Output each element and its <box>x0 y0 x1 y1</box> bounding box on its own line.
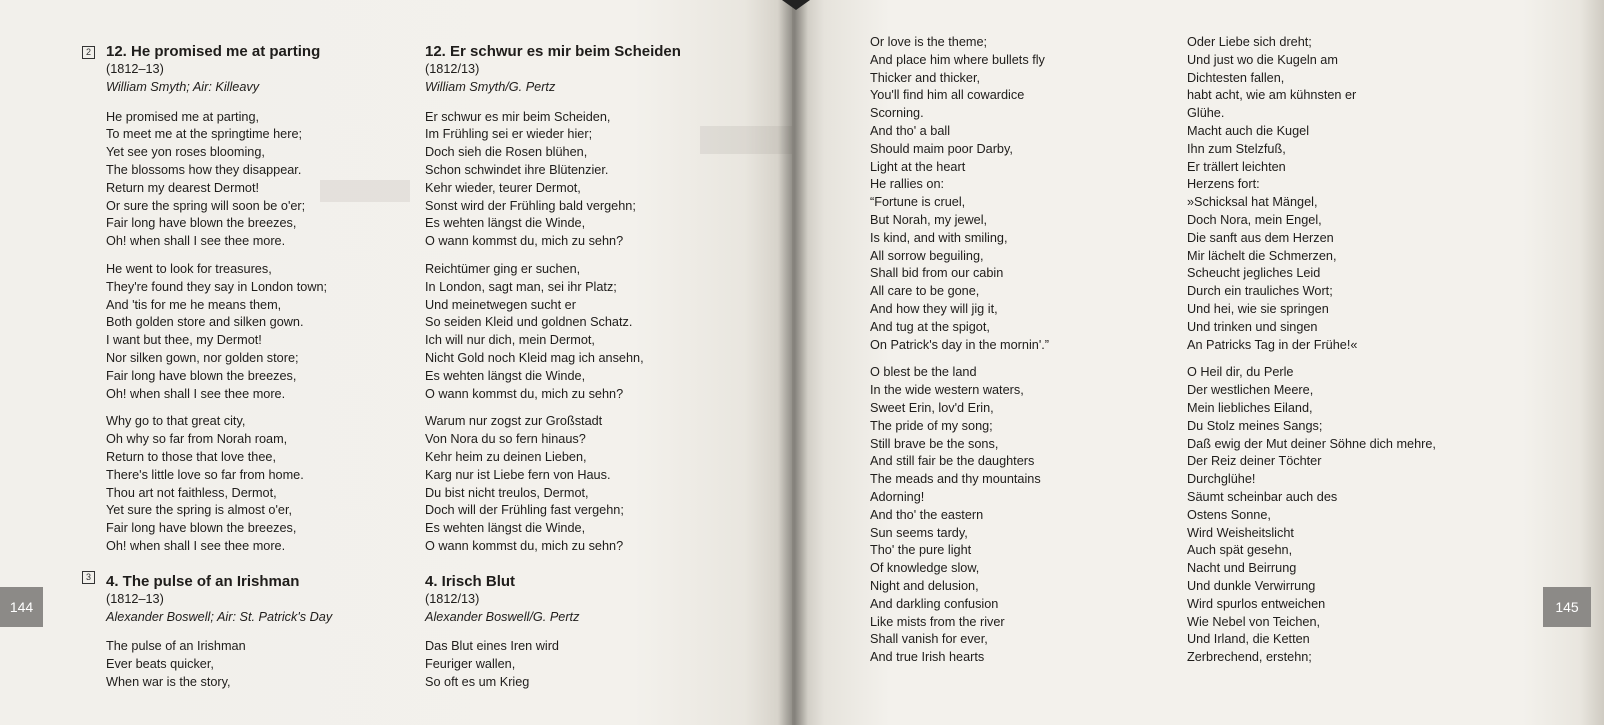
song-years: (1812–13) <box>106 591 164 606</box>
stanza <box>106 638 321 691</box>
verse-line: Shall bid from our cabin <box>870 266 1004 281</box>
verse-line: But Norah, my jewel, <box>870 212 988 227</box>
song-credits: Alexander Boswell/G. Pertz <box>425 609 580 624</box>
stanza <box>106 261 328 403</box>
verse-line: Kehr wieder, teurer Dermot, <box>425 180 581 195</box>
verse-line: Adorning! <box>870 489 925 504</box>
stanza <box>1187 34 1487 354</box>
verse-line: Warum nur zogst zur Großstadt <box>425 414 603 429</box>
verse-line: And tho' the eastern <box>870 507 984 522</box>
left-page <box>0 0 792 725</box>
verse-line: All care to be gone, <box>870 284 980 299</box>
song-title: 12. He promised me at parting <box>106 43 321 60</box>
verse-line: Glühe. <box>1187 106 1225 121</box>
book-spine-top <box>782 0 810 10</box>
verse-line: O blest be the land <box>870 365 977 380</box>
verse-line: To meet me at the springtime here; <box>106 127 303 142</box>
verse-line: Ostens Sonne, <box>1187 507 1271 522</box>
verse-line: Du bist nicht treulos, Dermot, <box>425 485 589 500</box>
verse-line: Scorning. <box>870 106 924 121</box>
english-column-left <box>106 42 333 692</box>
page-number-tab: 144 <box>0 587 43 627</box>
verse-line: Es wehten längst die Winde, <box>425 216 586 231</box>
verse-line: Or love is the theme; <box>870 35 988 49</box>
song-credits: William Smyth; Air: Killeavy <box>106 79 260 94</box>
show-through-band <box>320 180 410 202</box>
verse-line: Fair long have blown the breezes, <box>106 521 297 536</box>
verse-line: Night and delusion, <box>870 578 979 593</box>
verse-line: Fair long have blown the breezes, <box>106 216 297 231</box>
verse-line: Of knowledge slow, <box>870 561 980 576</box>
stanza <box>870 34 1160 354</box>
verse-line: Thicker and thicker, <box>870 70 981 85</box>
verse-line: Doch sieh die Rosen blühen, <box>425 145 588 160</box>
song-header <box>425 572 685 627</box>
verse-line: Er schwur es mir beim Scheiden, <box>425 109 611 124</box>
verse-line: Daß ewig der Mut deiner Söhne dich mehre, <box>1187 436 1436 451</box>
verse-line: Ihn zum Stelzfuß, <box>1187 141 1286 156</box>
verse-line: Why go to that great city, <box>106 414 246 429</box>
verse-line: Macht auch die Kugel <box>1187 123 1310 138</box>
song-credits: William Smyth/G. Pertz <box>425 79 556 94</box>
english-column-right <box>870 34 1160 667</box>
verse-line: Und just wo die Kugeln am <box>1187 52 1338 67</box>
verse-line: So oft es um Krieg <box>425 674 530 689</box>
verse-line: The meads and thy mountains <box>870 472 1041 487</box>
verse-line: O wann kommst du, mich zu sehn? <box>425 234 624 249</box>
verse-line: Mir lächelt die Schmerzen, <box>1187 248 1337 263</box>
page-number-tab: 145 <box>1543 587 1591 627</box>
song-header <box>106 572 333 627</box>
song-years: (1812/13) <box>425 591 480 606</box>
verse-line: And place him where bullets fly <box>870 52 1045 67</box>
verse-line: Reichtümer ging er suchen, <box>425 261 581 276</box>
verse-line: Durchglühe! <box>1187 472 1256 487</box>
verse-line: You'll find him all cowardice <box>870 88 1025 103</box>
verse-line: The blossoms how they disappear. <box>106 162 302 177</box>
right-page <box>792 0 1604 725</box>
verse-line: Return my dearest Dermot! <box>106 180 260 195</box>
verse-line: Wie Nebel von Teichen, <box>1187 614 1321 629</box>
verse-line: The pride of my song; <box>870 418 993 433</box>
song-index-box: 2 <box>82 46 95 59</box>
verse-line: Sun seems tardy, <box>870 525 968 540</box>
verse-line: And 'tis for me he means them, <box>106 297 282 312</box>
verse-line: In the wide western waters, <box>870 383 1024 398</box>
verse-line: Should maim poor Darby, <box>870 141 1013 156</box>
stanza <box>106 109 321 251</box>
verse-line: Durch ein trauliches Wort; <box>1187 284 1333 299</box>
verse-line: Und trinken und singen <box>1187 319 1318 334</box>
verse-line: Und dunkle Verwirrung <box>1187 578 1316 593</box>
song-title: 4. The pulse of an Irishman <box>106 572 300 590</box>
german-column-left <box>425 42 685 692</box>
verse-line: Und Irland, die Ketten <box>1187 632 1310 647</box>
verse-line: Karg nur ist Liebe fern von Haus. <box>425 467 611 482</box>
verse-line: Er trällert leichten <box>1187 159 1286 174</box>
verse-line: And tho' a ball <box>870 123 951 138</box>
verse-line: Kehr heim zu deinen Lieben, <box>425 449 587 464</box>
verse-line: Und meinetwegen sucht er <box>425 297 576 312</box>
stanza <box>870 364 1160 667</box>
verse-line: Im Frühling sei er wieder hier; <box>425 127 593 142</box>
song-title: 4. Irisch Blut <box>425 572 516 590</box>
verse-line: Säumt scheinbar auch des <box>1187 489 1338 504</box>
verse-line: Dichtesten fallen, <box>1187 70 1285 85</box>
verse-line: Die sanft aus dem Herzen <box>1187 230 1334 245</box>
verse-line: Der westlichen Meere, <box>1187 383 1314 398</box>
verse-line: O Heil dir, du Perle <box>1187 365 1294 380</box>
verse-line: Von Nora du so fern hinaus? <box>425 432 586 447</box>
verse-line: I want but thee, my Dermot! <box>106 333 262 348</box>
verse-line: They're found they say in London town; <box>106 279 328 294</box>
verse-line: And darkling confusion <box>870 596 999 611</box>
verse-line: And true Irish hearts <box>870 650 985 665</box>
verse-line: In London, sagt man, sei ihr Platz; <box>425 279 617 294</box>
verse-line: Doch Nora, mein Engel, <box>1187 212 1322 227</box>
verse-line: Fair long have blown the breezes, <box>106 368 297 383</box>
verse-line: Tho' the pure light <box>870 543 972 558</box>
stanza <box>1187 364 1487 667</box>
verse-line: All sorrow beguiling, <box>870 248 984 263</box>
verse-line: Oh! when shall I see thee more. <box>106 234 286 249</box>
verse-line: Es wehten längst die Winde, <box>425 368 586 383</box>
stanza <box>425 261 685 403</box>
verse-line: Feuriger wallen, <box>425 657 516 672</box>
stanza <box>425 413 685 555</box>
song-years: (1812–13) <box>106 62 164 76</box>
verse-line: Mein liebliches Eiland, <box>1187 400 1313 415</box>
verse-line: Light at the heart <box>870 159 966 174</box>
verse-line: Oh! when shall I see thee more. <box>106 538 286 553</box>
verse-line: Zerbrechend, erstehn; <box>1187 650 1312 665</box>
song-index-box: 3 <box>82 571 95 584</box>
verse-line: Shall vanish for ever, <box>870 632 988 647</box>
verse-line: And still fair be the daughters <box>870 454 1035 469</box>
verse-line: Sweet Erin, lov'd Erin, <box>870 400 994 415</box>
german-column-right <box>1187 34 1487 667</box>
verse-line: He went to look for treasures, <box>106 261 272 276</box>
verse-line: Yet see yon roses blooming, <box>106 145 265 160</box>
verse-line: Both golden store and silken gown. <box>106 315 304 330</box>
verse-line: Herzens fort: <box>1187 177 1260 192</box>
verse-line: He promised me at parting, <box>106 109 260 124</box>
verse-line: »Schicksal hat Mängel, <box>1187 195 1318 210</box>
verse-line: Sonst wird der Frühling bald vergehn; <box>425 198 636 213</box>
verse-line: Return to those that love thee, <box>106 449 276 464</box>
verse-line: He rallies on: <box>870 177 945 192</box>
verse-line: “Fortune is cruel, <box>870 195 966 210</box>
verse-line: Es wehten längst die Winde, <box>425 521 586 536</box>
verse-line: Or sure the spring will soon be o'er; <box>106 198 306 213</box>
stanza <box>106 413 321 555</box>
verse-line: On Patrick's day in the mornin'.” <box>870 337 1050 352</box>
verse-line: So seiden Kleid und goldnen Schatz. <box>425 315 633 330</box>
verse-line: Doch will der Frühling fast vergehn; <box>425 503 624 518</box>
verse-line: Schon schwindet ihre Blütenzier. <box>425 162 609 177</box>
verse-line: Der Reiz deiner Töchter <box>1187 454 1322 469</box>
verse-line: Is kind, and with smiling, <box>870 230 1008 245</box>
verse-line: Oder Liebe sich dreht; <box>1187 35 1312 49</box>
stanza <box>425 638 685 691</box>
song-title: 12. Er schwur es mir beim Scheiden <box>425 43 681 60</box>
verse-line: An Patricks Tag in der Frühe!« <box>1187 337 1358 352</box>
verse-line: The pulse of an Irishman <box>106 639 246 654</box>
verse-line: Nacht und Beirrung <box>1187 561 1297 576</box>
verse-line: Ever beats quicker, <box>106 657 214 672</box>
verse-line: There's little love so far from home. <box>106 467 304 482</box>
verse-line: Scheucht jegliches Leid <box>1187 266 1321 281</box>
verse-line: When war is the story, <box>106 674 231 689</box>
verse-line: Thou art not faithless, Dermot, <box>106 485 277 500</box>
verse-line: O wann kommst du, mich zu sehn? <box>425 386 624 401</box>
verse-line: Oh why so far from Norah roam, <box>106 432 288 447</box>
verse-line: Das Blut eines Iren wird <box>425 639 559 654</box>
verse-line: And tug at the spigot, <box>870 319 990 334</box>
verse-line: Wird spurlos entweichen <box>1187 596 1326 611</box>
verse-line: O wann kommst du, mich zu sehn? <box>425 538 624 553</box>
verse-line: Nor silken gown, nor golden store; <box>106 350 299 365</box>
verse-line: Und hei, wie sie springen <box>1187 301 1329 316</box>
verse-line: Yet sure the spring is almost o'er, <box>106 503 293 518</box>
verse-line: Nicht Gold noch Kleid mag ich ansehn, <box>425 350 644 365</box>
stanza <box>425 109 685 251</box>
verse-line: Still brave be the sons, <box>870 436 999 451</box>
verse-line: And how they will jig it, <box>870 301 998 316</box>
verse-line: Auch spät gesehn, <box>1187 543 1293 558</box>
verse-line: Oh! when shall I see thee more. <box>106 386 286 401</box>
song-years: (1812/13) <box>425 62 480 76</box>
verse-line: Like mists from the river <box>870 614 1005 629</box>
verse-line: Ich will nur dich, mein Dermot, <box>425 333 595 348</box>
verse-line: Wird Weisheitslicht <box>1187 525 1294 540</box>
book-spine-shadow <box>778 0 808 725</box>
verse-line: Du Stolz meines Sangs; <box>1187 418 1323 433</box>
verse-line: habt acht, wie am kühnsten er <box>1187 88 1357 103</box>
song-credits: Alexander Boswell; Air: St. Patrick's Day <box>106 609 333 624</box>
